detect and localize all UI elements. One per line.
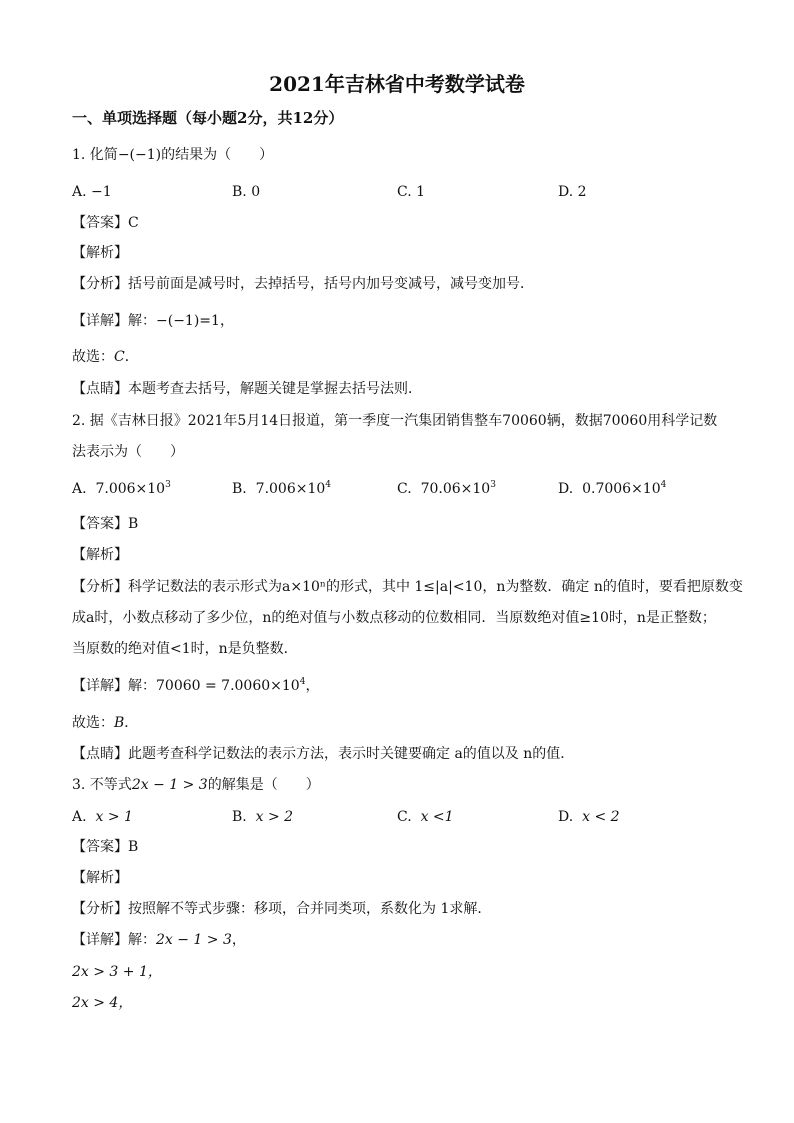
q3-option-a-expr: x > 1: [95, 809, 133, 825]
q2-stem-line1: 2. 据《吉林日报》2021年5月14日报道，第一季度一汽集团销售整车70060辆，数据70060用科学记数: [72, 413, 718, 429]
q3-option-d-expr: x < 2: [582, 809, 620, 825]
q2-option-c-exp: 3: [490, 480, 496, 490]
q2-xiangjie-suffix: ，: [305, 678, 320, 694]
q1-option-b: B. 0: [232, 184, 261, 200]
q2-choose: [72, 713, 722, 733]
q3-option-c-label: C.: [397, 809, 412, 825]
q3-option-c-expr: x <1: [420, 809, 454, 825]
q3-jiexi: 【解析】: [72, 870, 128, 886]
q3-option-b-label: B.: [232, 809, 247, 825]
q2-jiexi: 【解析】: [72, 547, 128, 563]
q3-step-1: 2x > 3 + 1，: [72, 964, 162, 980]
q3-option-c: [397, 807, 454, 827]
q2-xiangjie: [72, 676, 722, 696]
q3-xiangjie: [72, 930, 722, 950]
section-heading: 一、单项选择题（每小题2分，共12分）: [72, 109, 344, 127]
q1-xiangjie-expr: −(−1)=1: [156, 313, 220, 329]
q2-option-c-label: C.: [397, 481, 412, 497]
q3-step-2: 2x > 4，: [72, 995, 133, 1011]
q1-choose-letter: C: [114, 349, 125, 365]
q3-stem-expr: 2x − 1 > 3: [131, 777, 208, 793]
q3-xiangjie-prefix: 【详解】解：: [72, 932, 156, 948]
q1-stem-expr: −(−1): [117, 147, 162, 163]
q2-option-c: [397, 479, 496, 499]
q2-option-a: [72, 479, 171, 499]
q2-xiangjie-exp: 4: [299, 677, 306, 687]
q3-option-d: [558, 807, 620, 827]
q2-option-a-base: 7.006×10: [95, 481, 166, 497]
q1-choose-suffix: ．: [124, 349, 139, 365]
q3-xiangjie-suffix: ，: [231, 932, 246, 948]
q3-option-a-label: A.: [72, 809, 87, 825]
q2-option-b: [232, 479, 331, 499]
q3-stem-suffix: 的解集是（ ）: [207, 777, 320, 793]
q2-fenxi-line1: 【分析】科学记数法的表示形式为a×10ⁿ的形式，其中 1≤|a|<10，n为整数．确定 n的值时，要看把原数变: [72, 579, 743, 595]
q1-option-d: D. 2: [558, 184, 587, 200]
q2-choose-letter: B: [114, 715, 125, 731]
page-title: 2021年吉林省中考数学试卷: [269, 72, 525, 96]
q1-option-c: C. 1: [397, 184, 426, 200]
q2-option-a-label: A.: [72, 481, 87, 497]
q2-option-d-base: 0.7006×10: [582, 481, 661, 497]
q2-option-b-base: 7.006×10: [255, 481, 326, 497]
q3-stem-prefix: 3. 不等式: [72, 777, 132, 793]
q1-stem-suffix: 的结果为（ ）: [161, 147, 274, 163]
q2-xiangjie-base: 70060 = 7.0060×10: [156, 678, 300, 694]
q1-jiexi: 【解析】: [72, 245, 128, 261]
q2-option-d-exp: 4: [660, 480, 667, 490]
q3-option-b-expr: x > 2: [255, 809, 294, 825]
q2-option-b-label: B.: [232, 481, 247, 497]
q2-dianjing: 【点睛】此题考查科学记数法的表示方法，表示时关键要确定 a的值以及 n的值．: [72, 746, 575, 762]
q1-dianjing: 【点睛】本题考查去括号，解题关键是掌握去括号法则．: [72, 381, 422, 397]
q2-choose-suffix: ．: [124, 715, 139, 731]
q1-option-a: A. −1: [72, 184, 112, 200]
q3-fenxi: 【分析】按照解不等式步骤：移项，合并同类项，系数化为 1求解．: [72, 901, 492, 917]
q2-choose-prefix: 故选：: [72, 715, 114, 731]
q2-option-d: [558, 479, 666, 499]
q1-choose: [72, 347, 722, 367]
q1-answer: 【答案】C: [72, 215, 139, 231]
q2-fenxi-line2: 成a时，小数点移动了多少位，n的绝对值与小数点移动的位数相同．当原数绝对值≥10时，n是正整数；: [72, 610, 716, 626]
q3-stem: [72, 775, 722, 795]
q2-fenxi-line3: 当原数的绝对值<1时，n是负整数．: [72, 641, 298, 657]
q2-option-b-exp: 4: [325, 480, 332, 490]
q3-xiangjie-expr: 2x − 1 > 3: [156, 932, 232, 948]
q3-answer: 【答案】B: [72, 839, 139, 855]
q2-option-a-exp: 3: [165, 480, 171, 490]
q1-fenxi: 【分析】括号前面是减号时，去掉括号，括号内加号变减号，减号变加号．: [72, 276, 534, 292]
q1-xiangjie-suffix: ，: [219, 313, 234, 329]
q1-stem-prefix: 1. 化简: [72, 147, 118, 163]
q2-answer: 【答案】B: [72, 516, 139, 532]
q3-option-d-label: D.: [558, 809, 574, 825]
q2-option-c-base: 70.06×10: [420, 481, 491, 497]
q2-stem-line2: 法表示为（ ）: [72, 444, 184, 460]
q1-choose-prefix: 故选：: [72, 349, 114, 365]
q2-xiangjie-prefix: 【详解】解：: [72, 678, 156, 694]
q3-option-b: [232, 807, 293, 827]
q2-option-d-label: D.: [558, 481, 574, 497]
q3-option-a: [72, 807, 133, 827]
q1-xiangjie: [72, 311, 722, 331]
q1-xiangjie-prefix: 【详解】解：: [72, 313, 156, 329]
q1-stem: [72, 145, 722, 165]
